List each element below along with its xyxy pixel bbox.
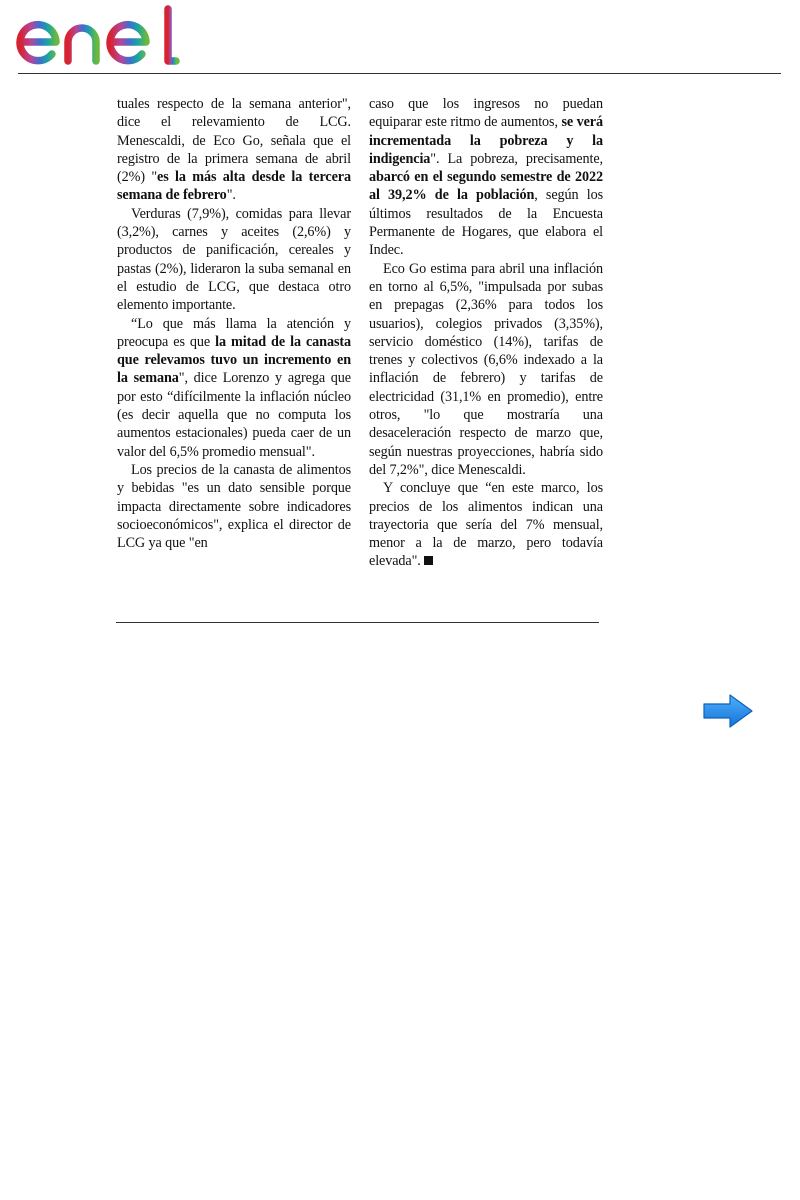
- paragraph-text: Eco Go estima para abril una inflación en torno al 6,5%, "impulsada por subas en prepagas (2,36% para todos los usuarios), colegios privados (3,35%), servicio doméstico (14%), tarifas de trenes y colectivos (6,6% indexado a la inflación de febrero) y tarifas de electricidad (31,1% en promedio), entre otros, "lo que mostraría una desaceleración respecto de marzo que, según nuestras proyecciones, habría sido del 7,2%", dice Menescaldi.: [369, 260, 603, 478]
- article-column-left: [117, 95, 351, 552]
- page-header: [0, 0, 800, 76]
- enel-logo: [16, 4, 184, 68]
- paragraph-text: ".: [226, 187, 236, 204]
- article-paragraph: [369, 479, 603, 570]
- paragraph-text: “Lo que más llama la atención y preocupa es que: [117, 315, 351, 350]
- paragraph-text: Los precios de la canasta de alimentos y bebidas "es un dato sensible porque impacta directamente sobre indicadores socioeconómicos", explica el director de LCG ya que "en: [117, 461, 351, 552]
- paragraph-text: tuales respecto de la semana anterior", dice el relevamiento de LCG. Menescaldi, de Eco Go, señala que el registro de la primera semana de abril (2%) ": [117, 96, 351, 186]
- article-end-divider: [116, 622, 599, 623]
- article-paragraph: [117, 315, 351, 461]
- article-paragraph: [117, 205, 351, 315]
- paragraph-text: Y concluye que “en este marco, los precios de los alimentos indican una trayectoria que sería del 7% mensual, menor a la de marzo, pero todavía elevada".: [369, 480, 603, 570]
- emphasized-text: se verá incrementada la pobreza y la indigencia: [369, 114, 603, 167]
- article-paragraph: [369, 95, 603, 260]
- paragraph-text: caso que los ingresos no puedan equiparar este ritmo de aumentos,: [369, 96, 603, 131]
- right-arrow-icon[interactable]: [700, 692, 756, 730]
- paragraph-text: , según los últimos resultados de la Encuesta Permanente de Hogares, que elabora el Indec.: [369, 187, 603, 259]
- emphasized-text: es la más alta desde la tercera semana de febrero: [117, 169, 351, 204]
- emphasized-text: abarcó en el segundo semestre de 2022 al 39,2% de la población: [369, 169, 603, 204]
- article-paragraph: [369, 260, 603, 480]
- header-divider: [18, 73, 781, 74]
- article-paragraph: [117, 95, 351, 205]
- emphasized-text: la mitad de la canasta que relevamos tuvo un incremento en la semana: [117, 333, 351, 387]
- paragraph-text: Verduras (7,9%), comidas para llevar (3,2%), carnes y aceites (2,6%) y productos de panificación, cereales y pastas (2%), lideraron la suba semanal en el estudio de LCG, que destaca otro elemento importante.: [117, 205, 351, 314]
- paragraph-text: ". La pobreza, precisamente,: [430, 150, 603, 167]
- end-of-article-mark: [424, 556, 433, 565]
- paragraph-text: ", dice Lorenzo y agrega que por esto “difícilmente la inflación núcleo (es decir aquella que no computa los aumentos estacionales) pueda caer de un valor del 6,5% promedio mensual".: [117, 370, 351, 460]
- article-column-right: [369, 95, 603, 571]
- article-paragraph: [117, 461, 351, 552]
